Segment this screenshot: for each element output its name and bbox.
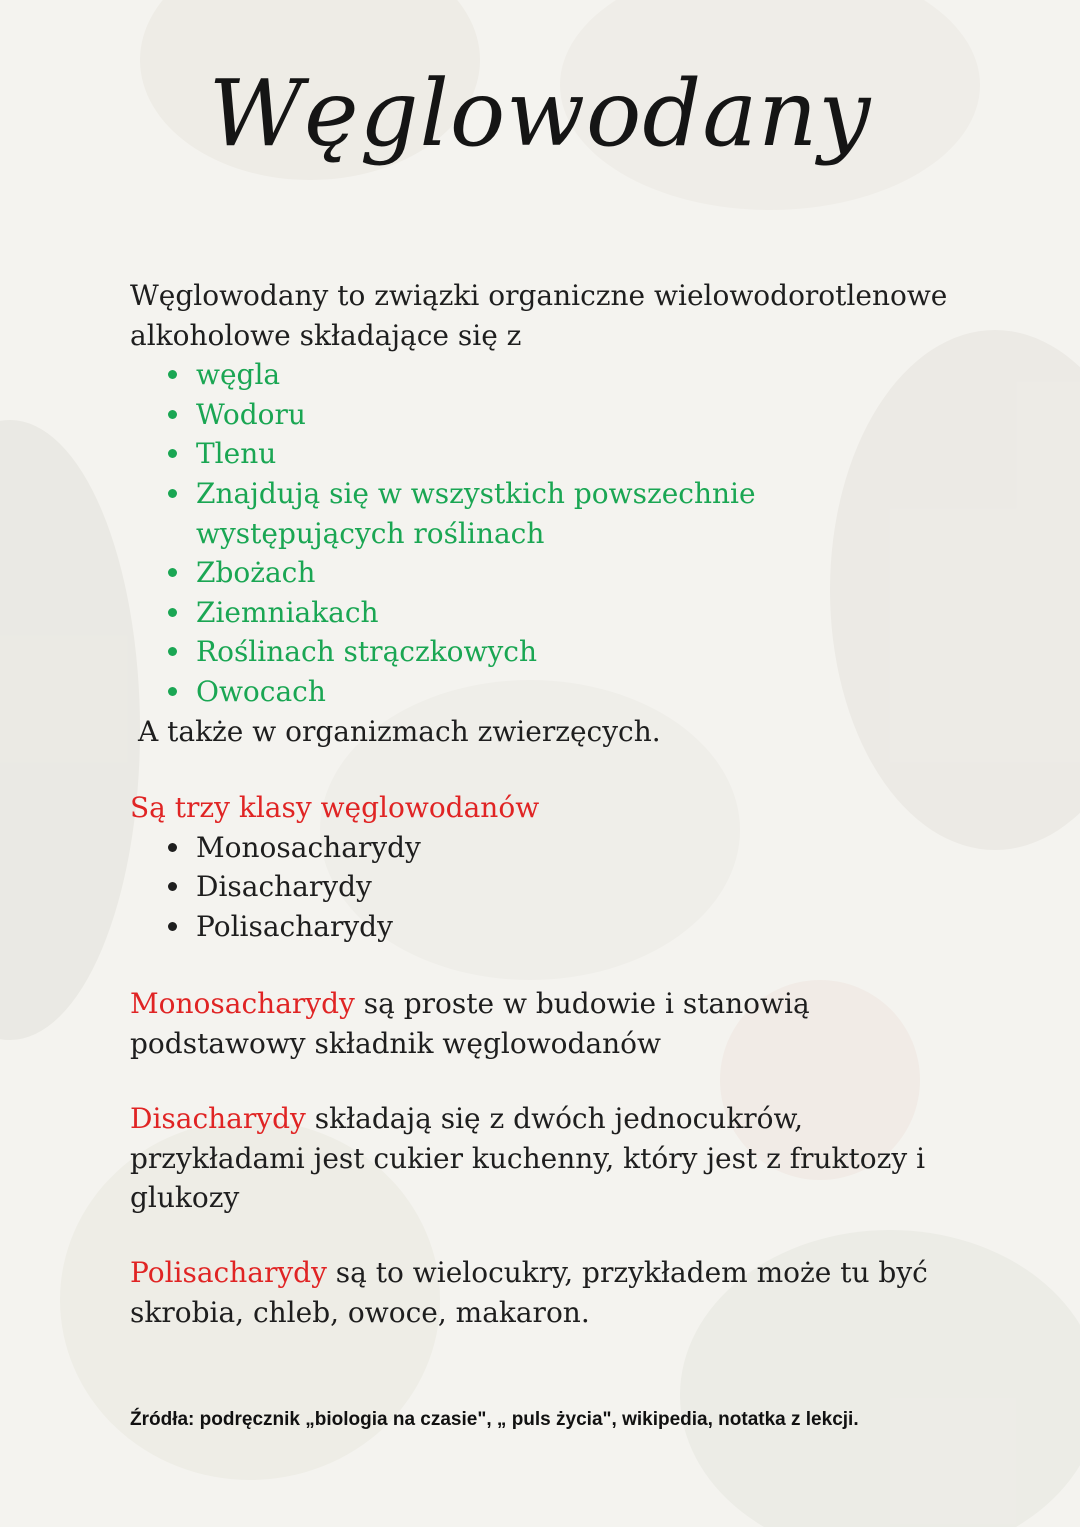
- composition-list: [130, 355, 970, 711]
- list-item: węgla: [166, 355, 970, 395]
- list-item: Ziemniakach: [166, 593, 970, 633]
- intro-after-text: A także w organizmach zwierzęcych.: [138, 714, 661, 748]
- definition-text: są proste w budowie i stanowią podstawowy składnik węglowodanów: [130, 987, 810, 1060]
- intro-text: Węglowodany to związki organiczne wielowodorotlenowe alkoholowe składające się z: [130, 279, 948, 352]
- classes-list: [130, 828, 970, 947]
- list-item: Owocach: [166, 672, 970, 712]
- definition-text: składają się z dwóch jednocukrów, przykładami jest cukier kuchenny, który jest z fruktozy i glukozy: [130, 1102, 926, 1215]
- definition-term: Disacharydy: [130, 1102, 306, 1135]
- sources-note: Źródła: podręcznik „biologia na czasie", „ puls życia", wikipedia, notatka z lekcji.: [130, 1409, 859, 1430]
- definition-term: Polisacharydy: [130, 1256, 327, 1289]
- definition-polisacharydy: [130, 1253, 970, 1332]
- intro-section: [130, 276, 970, 751]
- list-item: Disacharydy: [166, 867, 970, 907]
- list-item: Znajdują się w wszystkich powszechnie występujących roślinach: [166, 474, 970, 553]
- classes-section: [130, 788, 970, 946]
- list-item: Polisacharydy: [166, 907, 970, 947]
- definition-monosacharydy: [130, 984, 970, 1063]
- definition-disacharydy: [130, 1099, 970, 1218]
- list-item: Roślinach strączkowych: [166, 632, 970, 672]
- list-item: Tlenu: [166, 434, 970, 474]
- definition-text: są to wielocukry, przykładem może tu być skrobia, chleb, owoce, makaron.: [130, 1256, 928, 1329]
- list-item: Monosacharydy: [166, 828, 970, 868]
- classes-heading: Są trzy klasy węglowodanów: [130, 791, 540, 824]
- definition-term: Monosacharydy: [130, 987, 355, 1020]
- page-title: Węglowodany: [208, 60, 872, 167]
- list-item: Wodoru: [166, 395, 970, 435]
- list-item: Zbożach: [166, 553, 970, 593]
